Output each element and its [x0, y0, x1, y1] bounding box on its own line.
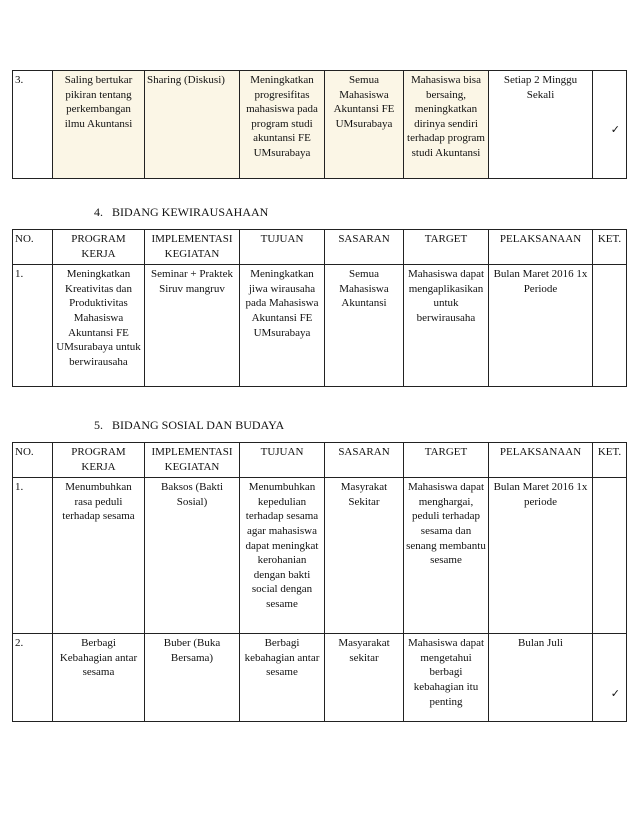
cell-no: 1. [13, 265, 53, 387]
cell-sasaran: Semua Mahasiswa Akuntansi FE UMsurabaya [325, 71, 404, 179]
cell-pelaksanaan: Setiap 2 Minggu Sekali [489, 71, 593, 179]
header-sasaran: SASARAN [325, 443, 404, 478]
checkmark-icon: ✓ [593, 71, 627, 179]
checkmark-icon: ✓ [593, 634, 627, 722]
header-target: TARGET [404, 443, 489, 478]
cell-no: 3. [13, 71, 53, 179]
table-row [13, 478, 627, 634]
cell-implementasi: Buber (Buka Bersama) [145, 634, 240, 722]
header-no: NO. [13, 230, 53, 265]
cell-program: Berbagi Kebahagian antar sesama [53, 634, 145, 722]
cell-pelaksanaan: Bulan Maret 2016 1x periode [489, 478, 593, 634]
header-program: PROGRAM KERJA [53, 443, 145, 478]
cell-program: Meningkatkan Kreativitas dan Produktivitas Mahasiswa Akuntansi FE UMsurabaya untuk berwirausaha [53, 265, 145, 387]
header-pelaksanaan: PELAKSANAAN [489, 230, 593, 265]
cell-implementasi: Seminar + Praktek Siruv mangruv [145, 265, 240, 387]
header-target: TARGET [404, 230, 489, 265]
table-program-continuation [12, 70, 627, 179]
cell-sasaran: Semua Mahasiswa Akuntansi [325, 265, 404, 387]
table-sosial-budaya [12, 442, 627, 722]
table-row [13, 634, 627, 722]
cell-target: Mahasiswa dapat menghargai, peduli terhadap sesama dan senang membantu sesame [404, 478, 489, 634]
cell-no: 1. [13, 478, 53, 634]
cell-pelaksanaan: Bulan Maret 2016 1x Periode [489, 265, 593, 387]
header-ket: KET. [593, 230, 627, 265]
section-heading-sosial-budaya: 5. BIDANG SOSIAL DAN BUDAYA [94, 418, 285, 432]
table-row [13, 71, 627, 179]
header-ket: KET. [593, 443, 627, 478]
cell-no: 2. [13, 634, 53, 722]
cell-target: Mahasiswa bisa bersaing, meningkatkan dirinya sendiri terhadap program studi Akuntansi [404, 71, 489, 179]
cell-ket [593, 478, 627, 634]
cell-sasaran: Masyarakat sekitar [325, 634, 404, 722]
cell-target: Mahasiswa dapat mengaplikasikan untuk berwirausaha [404, 265, 489, 387]
header-implementasi: IMPLEMENTASI KEGIATAN [145, 443, 240, 478]
cell-ket [593, 265, 627, 387]
header-no: NO. [13, 443, 53, 478]
table-kewirausahaan [12, 229, 627, 387]
header-program: PROGRAM KERJA [53, 230, 145, 265]
header-tujuan: TUJUAN [240, 443, 325, 478]
header-pelaksanaan: PELAKSANAAN [489, 443, 593, 478]
cell-implementasi: Sharing (Diskusi) [145, 71, 240, 179]
table-header-row [13, 230, 627, 265]
cell-sasaran: Masyrakat Sekitar [325, 478, 404, 634]
cell-implementasi: Baksos (Bakti Sosial) [145, 478, 240, 634]
cell-tujuan: Meningkatkan progresifitas mahasiswa pada program studi akuntansi FE UMsurabaya [240, 71, 325, 179]
header-tujuan: TUJUAN [240, 230, 325, 265]
cell-pelaksanaan: Bulan Juli [489, 634, 593, 722]
header-sasaran: SASARAN [325, 230, 404, 265]
cell-program: Menumbuhkan rasa peduli terhadap sesama [53, 478, 145, 634]
cell-tujuan: Berbagi kebahagian antar sesame [240, 634, 325, 722]
header-implementasi: IMPLEMENTASI KEGIATAN [145, 230, 240, 265]
cell-tujuan: Meningkatkan jiwa wirausaha pada Mahasiswa Akuntansi FE UMsurabaya [240, 265, 325, 387]
cell-tujuan: Menumbuhkan kepedulian terhadap sesama agar mahasiswa dapat meningkat kerohanian dengan bakti social dengan sesame [240, 478, 325, 634]
cell-program: Saling bertukar pikiran tentang perkembangan ilmu Akuntansi [53, 71, 145, 179]
table-row [13, 265, 627, 387]
section-heading-kewirausahaan: 4. BIDANG KEWIRAUSAHAAN [94, 205, 269, 219]
table-header-row [13, 443, 627, 478]
cell-target: Mahasiswa dapat mengetahui berbagi kebahagian itu penting [404, 634, 489, 722]
